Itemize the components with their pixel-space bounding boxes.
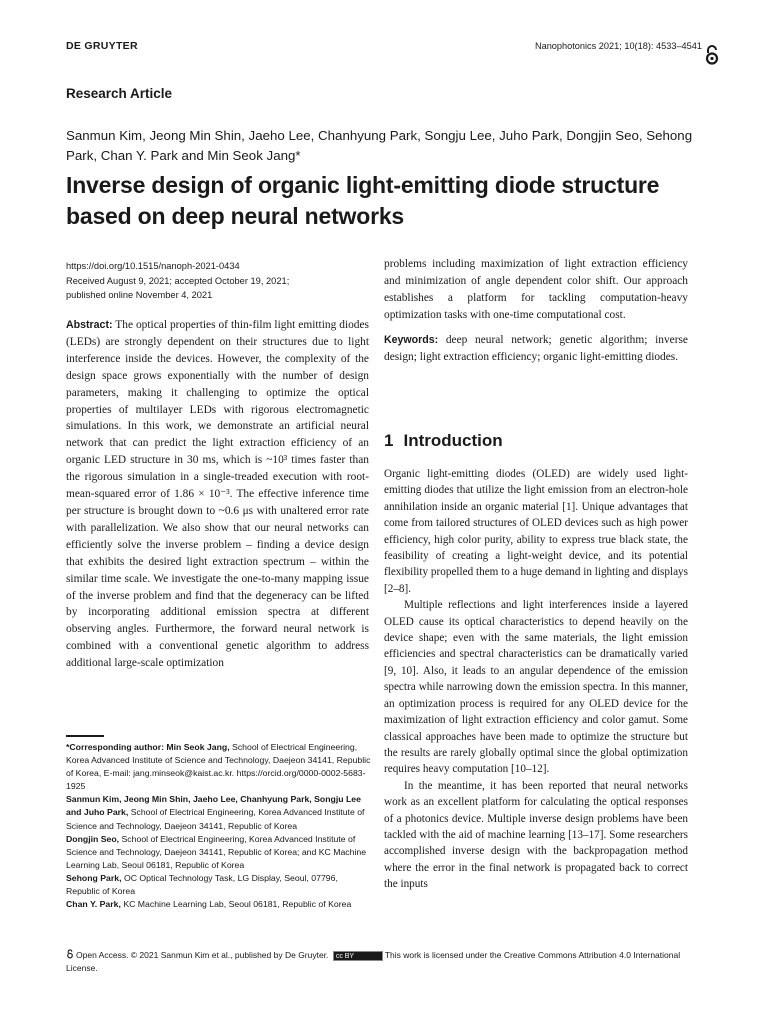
paragraph: Organic light-emitting diodes (OLED) are widely used light-emitting diodes that utilize the light emission from an electron-hole annihilation inside an organic material [1]. Unique advantages that come from tailored structures of OLED devices such as high power efficiency, high color purity, ability to express true black state, the feasibility of creating a light-weight device, and its potential flexibility propelled them to a huge demand in lighting and displays [2–8]. [384,468,688,595]
published-date: published online November 4, 2021 [66,290,213,300]
author-list: Sanmun Kim, Jeong Min Shin, Jaeho Lee, Chanhyung Park, Songju Lee, Juho Park, Dongjin Seo, Sehong Park, Chan Y. Park and Min Seok Jang* [66,128,693,163]
corresponding-author-text: School of Electrical Engineering, Korea Advanced Institute of Science and Technology, Daejeon 34141, Republic of Korea, E-mail: jang.minseok@kaist.ac.kr. https://orcid.org/0000-0002-5683-1925 [66,742,371,792]
affiliation-authors: Sanmun Kim, Jeong Min Shin, Jaeho Lee, Chanhyung Park, Songju Lee and Juho Park, [66,794,361,818]
abstract [66,317,369,672]
keywords-text: deep neural network; genetic algorithm; inverse design; light extraction efficiency; organic light-emitting diodes. [384,333,688,363]
paragraph: Multiple reflections and light interferences inside a layered OLED cause its optical characteristics to depend heavily on the device shape; even with the same materials, the light emission efficiencies and spectral characteristics can be dramatically varied [9, 10]. Also, it leads to an angular dependence of the emission spectra while narrowing down the emission spectra. In this manner, an optimization process is required for any OLED device for the maximization of light extraction efficiency and color gamut. Some classical approaches have been made to optimize the structure but the results are rarely globally optimal since the global optimization requires heavy computation [10–12]. [384,599,688,776]
corresponding-author-note [66,741,372,793]
affiliation-note [66,898,372,911]
cc-badge-label: cc BY [335,952,355,960]
corresponding-author-label: *Corresponding author: Min Seok Jang, [66,742,230,752]
doi-link[interactable]: https://doi.org/10.1515/nanoph-2021-0434 [66,261,240,271]
license-text-before: Open Access. © 2021 Sanmun Kim et al., published by De Gruyter. [76,950,329,960]
section-number: 1 [384,431,394,450]
abstract-continuation: problems including maximization of light extraction efficiency and minimization of angle dependent color shift. Our approach establishes a platform for tackling computation-heavy optimization tasks with one-time computational cost. [384,258,688,321]
affiliation-text: School of Electrical Engineering, Korea Advanced Institute of Science and Technology, Daejeon 34141, Republic of Korea [66,807,365,831]
affiliation-authors: Chan Y. Park, [66,899,121,910]
journal-reference: Nanophotonics 2021; 10(18): 4533–4541 [534,41,702,51]
license-footer [66,949,706,974]
footnotes [66,741,372,911]
keywords [384,332,688,366]
section-title: Introduction [403,431,503,450]
keywords-label: Keywords: [384,333,439,346]
paragraph: In the meantime, it has been reported that neural networks work as an excellent platform for calculating the optical responses of a photonics device. Multiple inverse design problems have been tackled with the aid of machine learning [13–17]. Some researchers accomplished inverse design with the backpropagation method where the error in the final network is propagated back to correct the inputs [384,779,688,891]
section-heading [384,431,503,451]
introduction-body [384,466,688,893]
abstract-label: Abstract: [66,319,113,331]
affiliation-text: OC Optical Technology Task, LG Display, Seoul, 07796, Republic of Korea [66,872,338,897]
doi-block [66,259,376,303]
affiliation-text: School of Electrical Engineering, Korea Advanced Institute of Science and Technology, Daejeon 34141, Republic of Korea; and KC Machine Learning Lab, Seoul 06181, Republic of Korea [66,833,367,870]
open-access-icon [704,44,720,66]
page-header [66,38,702,58]
affiliation-note [66,833,372,872]
affiliation-note [66,872,372,898]
open-access-icon [66,949,74,959]
article-type: Research Article [66,86,173,101]
publisher-name: DE GRUYTER [66,40,138,52]
affiliation-note [66,793,372,832]
received-date: Received August 9, 2021; accepted October 19, 2021; [66,275,290,286]
article-title: Inverse design of organic light-emitting diode structure based on deep neural networks [66,172,660,229]
affiliation-authors: Sehong Park, [66,872,122,883]
footnote-divider [66,735,104,737]
affiliation-text: KC Machine Learning Lab, Seoul 06181, Republic of Korea [123,899,352,910]
right-column-top [384,256,688,365]
affiliation-authors: Dongjin Seo, [66,833,120,844]
cc-by-badge[interactable] [333,951,383,961]
license-text-after: This work is licensed under the Creative Commons Attribution 4.0 International License. [66,950,681,973]
abstract-text: The optical properties of thin-film light emitting diodes (LEDs) are strongly dependent on their structures due to light interference inside the devices. However, the complexity of the design space grows exponentially with the number of design parameters, making it challenging to optimize the optical properties of multilayer LEDs with rigorous electromagnetic simulations. In this work, we demonstrate an artificial neural network that can predict the light extraction efficiency of an organic LED structure in 30 ms, which is ~10³ times faster than the rigorous simulation in a single-treaded execution with root-mean-squared error of 1.86 × 10⁻³. The effective inference time per structure is brought down to ~0.6 μs with unaltered error rate with parallelization. We also show that our neural networks can efficiently solve the inverse problem – finding a device design that exhibits the desired light extraction spectrum – within the similar time scale. We investigate the one-to-many mapping issue of the inverse problem and find that the degeneracy can be lifted by incorporating additional emission spectra at different observing angles. Furthermore, the forward neural network is combined with a conventional genetic algorithm to address additional large-scale optimization [66,319,369,670]
